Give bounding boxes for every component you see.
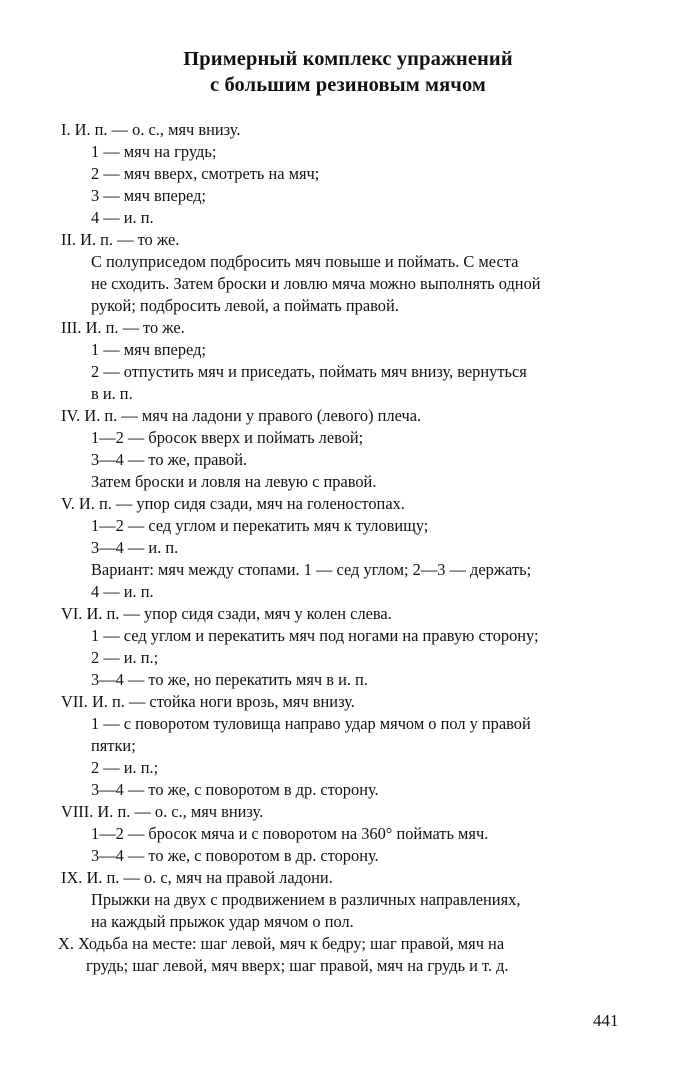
exercise-line: 2 — и. п.;: [91, 648, 159, 667]
exercise-line: 1—2 — бросок вверх и поймать левой;: [91, 428, 364, 447]
exercise-heading: VII. И. п. — стойка ноги врозь, мяч внизу.: [61, 692, 355, 711]
exercise-line: пятки;: [91, 736, 136, 755]
exercise-line: Прыжки на двух с продвижением в различных направлениях,: [91, 890, 521, 909]
exercise-line: Затем броски и ловля на левую с правой.: [91, 472, 377, 491]
exercise-line: 3—4 — то же, правой.: [91, 450, 248, 469]
exercise-line: не сходить. Затем броски и ловлю мяча можно выполнять одной: [91, 274, 541, 293]
exercise-heading: I. И. п. — о. с., мяч внизу.: [61, 120, 241, 139]
exercise-line: 3—4 — и. п.: [91, 538, 179, 557]
exercise-line: 2 — и. п.;: [91, 758, 159, 777]
exercise-line: С полуприседом подбросить мяч повыше и поймать. С места: [91, 252, 519, 271]
title-line-1: Примерный комплекс упражнений: [183, 48, 513, 70]
exercise-line: Вариант: мяч между стопами. 1 — сед углом; 2—3 — держать;: [91, 560, 532, 579]
exercise-heading: III. И. п. — то же.: [61, 318, 185, 337]
page-title: [0, 46, 696, 98]
exercise-line: 2 — мяч вверх, смотреть на мяч;: [91, 164, 320, 183]
title-line-2: с большим резиновым мячом: [210, 74, 486, 96]
exercise-line: рукой; подбросить левой, а поймать правой.: [91, 296, 399, 315]
exercise-heading: VI. И. п. — упор сидя сзади, мяч у колен слева.: [61, 604, 392, 623]
exercise-heading: V. И. п. — упор сидя сзади, мяч на голеностопах.: [61, 494, 405, 513]
exercise-line: 1—2 — сед углом и перекатить мяч к туловищу;: [91, 516, 429, 535]
page-number: 441: [593, 1011, 619, 1030]
exercise-line: 3—4 — то же, с поворотом в др. сторону.: [91, 846, 379, 865]
exercise-line: 3 — мяч вперед;: [91, 186, 206, 205]
exercise-heading: IV. И. п. — мяч на ладони у правого (левого) плеча.: [61, 406, 422, 425]
exercise-heading: VIII. И. п. — о. с., мяч внизу.: [61, 802, 264, 821]
exercise-line: 1—2 — бросок мяча и с поворотом на 360° поймать мяч.: [91, 824, 489, 843]
exercise-heading: II. И. п. — то же.: [61, 230, 180, 249]
exercise-line: 1 — сед углом и перекатить мяч под ногами на правую сторону;: [91, 626, 539, 645]
exercise-line: 4 — и. п.: [91, 582, 154, 601]
exercise-line: грудь; шаг левой, мяч вверх; шаг правой, мяч на грудь и т. д.: [86, 956, 509, 975]
exercise-line: 3—4 — то же, с поворотом в др. сторону.: [91, 780, 379, 799]
exercise-line: в и. п.: [91, 384, 133, 403]
exercise-line: 2 — отпустить мяч и приседать, поймать мяч внизу, вернуться: [91, 362, 527, 381]
exercise-line: 1 — мяч на грудь;: [91, 142, 217, 161]
exercise-line: 1 — мяч вперед;: [91, 340, 206, 359]
exercise-heading: X. Ходьба на месте: шаг левой, мяч к бедру; шаг правой, мяч на: [58, 934, 505, 953]
exercise-line: 4 — и. п.: [91, 208, 154, 227]
exercise-heading: IX. И. п. — о. с, мяч на правой ладони.: [61, 868, 333, 887]
exercise-line: 3—4 — то же, но перекатить мяч в и. п.: [91, 670, 368, 689]
exercise-line: на каждый прыжок удар мячом о пол.: [91, 912, 354, 931]
exercise-line: 1 — с поворотом туловища направо удар мячом о пол у правой: [91, 714, 531, 733]
